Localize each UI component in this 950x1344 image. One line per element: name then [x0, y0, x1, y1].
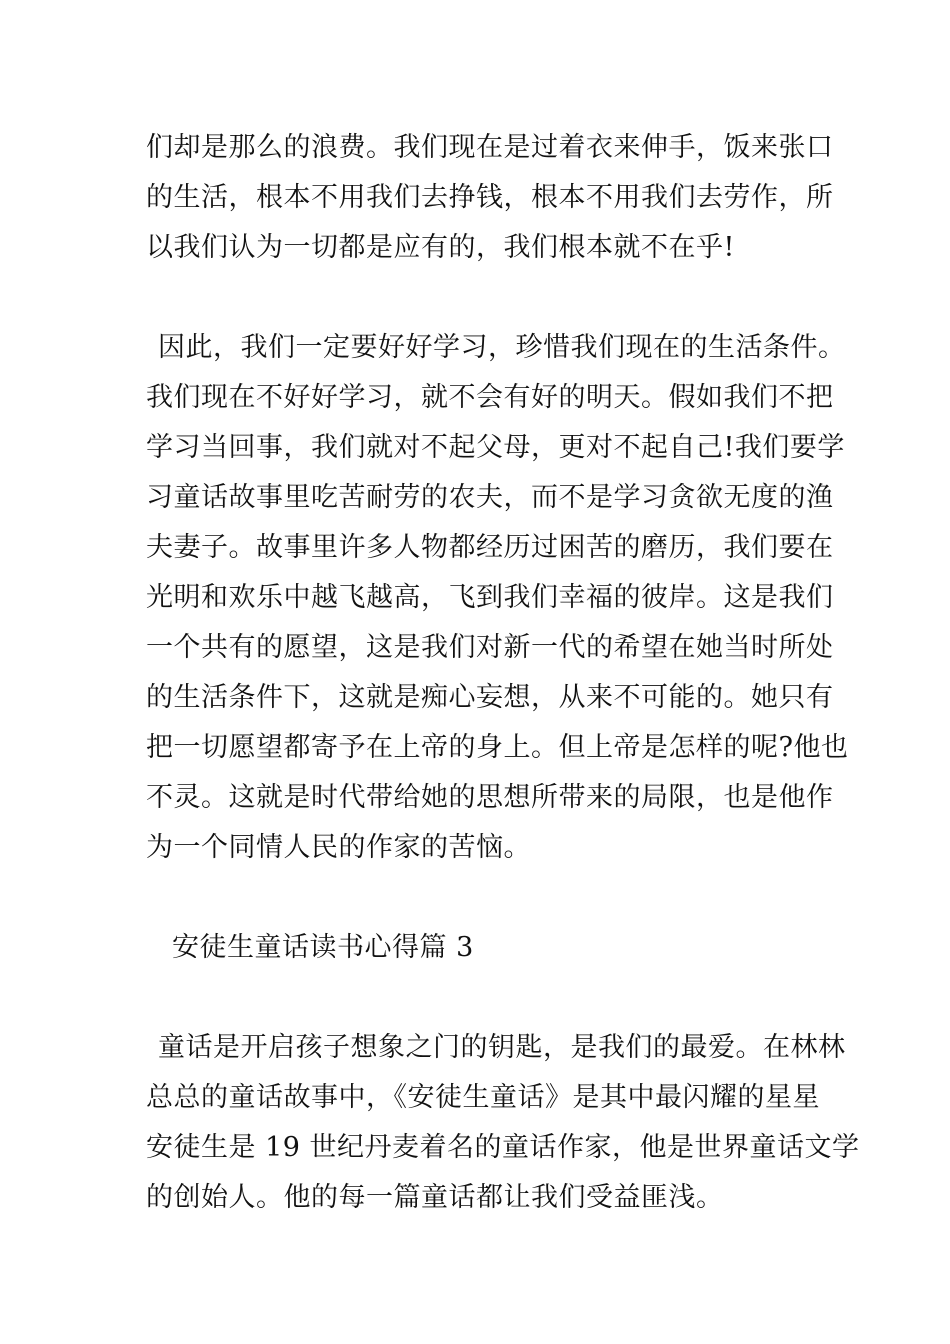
section-heading: 安徒生童话读书心得篇 3: [172, 932, 474, 963]
paragraph-2-line-6: 光明和欢乐中越飞越高，飞到我们幸福的彼岸。这是我们: [146, 582, 834, 613]
paragraph-2-line-4: 习童话故事里吃苦耐劳的农夫，而不是学习贪欲无度的渔: [146, 482, 834, 513]
paragraph-2-line-11: 为一个同情人民的作家的苦恼。: [146, 832, 531, 863]
paragraph-1-line-2: 的生活，根本不用我们去挣钱，根本不用我们去劳作，所: [146, 182, 834, 213]
paragraph-2-line-5: 夫妻子。故事里许多人物都经历过困苦的磨历，我们要在: [146, 532, 834, 563]
paragraph-1-line-3: 以我们认为一切都是应有的，我们根本就不在乎!: [146, 232, 735, 263]
paragraph-2-line-9: 把一切愿望都寄予在上帝的身上。但上帝是怎样的呢?他也: [146, 732, 849, 763]
paragraph-2-line-1: 因此，我们一定要好好学习，珍惜我们现在的生活条件。: [158, 332, 846, 363]
paragraph-3-line-2: 总总的童话故事中，《安徒生童话》是其中最闪耀的星星: [146, 1082, 820, 1113]
paragraph-2-line-7: 一个共有的愿望，这是我们对新一代的希望在她当时所处: [146, 632, 834, 663]
paragraph-3-line-1: 童话是开启孩子想象之门的钥匙，是我们的最爱。在林林: [158, 1032, 846, 1063]
paragraph-1-line-1: 们却是那么的浪费。我们现在是过着衣来伸手，饭来张口: [146, 132, 834, 163]
paragraph-3-line-4: 的创始人。他的每一篇童话都让我们受益匪浅。: [146, 1182, 724, 1213]
paragraph-2-line-3: 学习当回事，我们就对不起父母，更对不起自己!我们要学: [146, 432, 845, 463]
paragraph-3-line-3: 安徒生是 19 世纪丹麦着名的童话作家，他是世界童话文学: [146, 1132, 860, 1163]
paragraph-2-line-10: 不灵。这就是时代带给她的思想所带来的局限，也是他作: [146, 782, 834, 813]
paragraph-2-line-2: 我们现在不好好学习，就不会有好的明天。假如我们不把: [146, 382, 834, 413]
paragraph-2-line-8: 的生活条件下，这就是痴心妄想，从来不可能的。她只有: [146, 682, 834, 713]
